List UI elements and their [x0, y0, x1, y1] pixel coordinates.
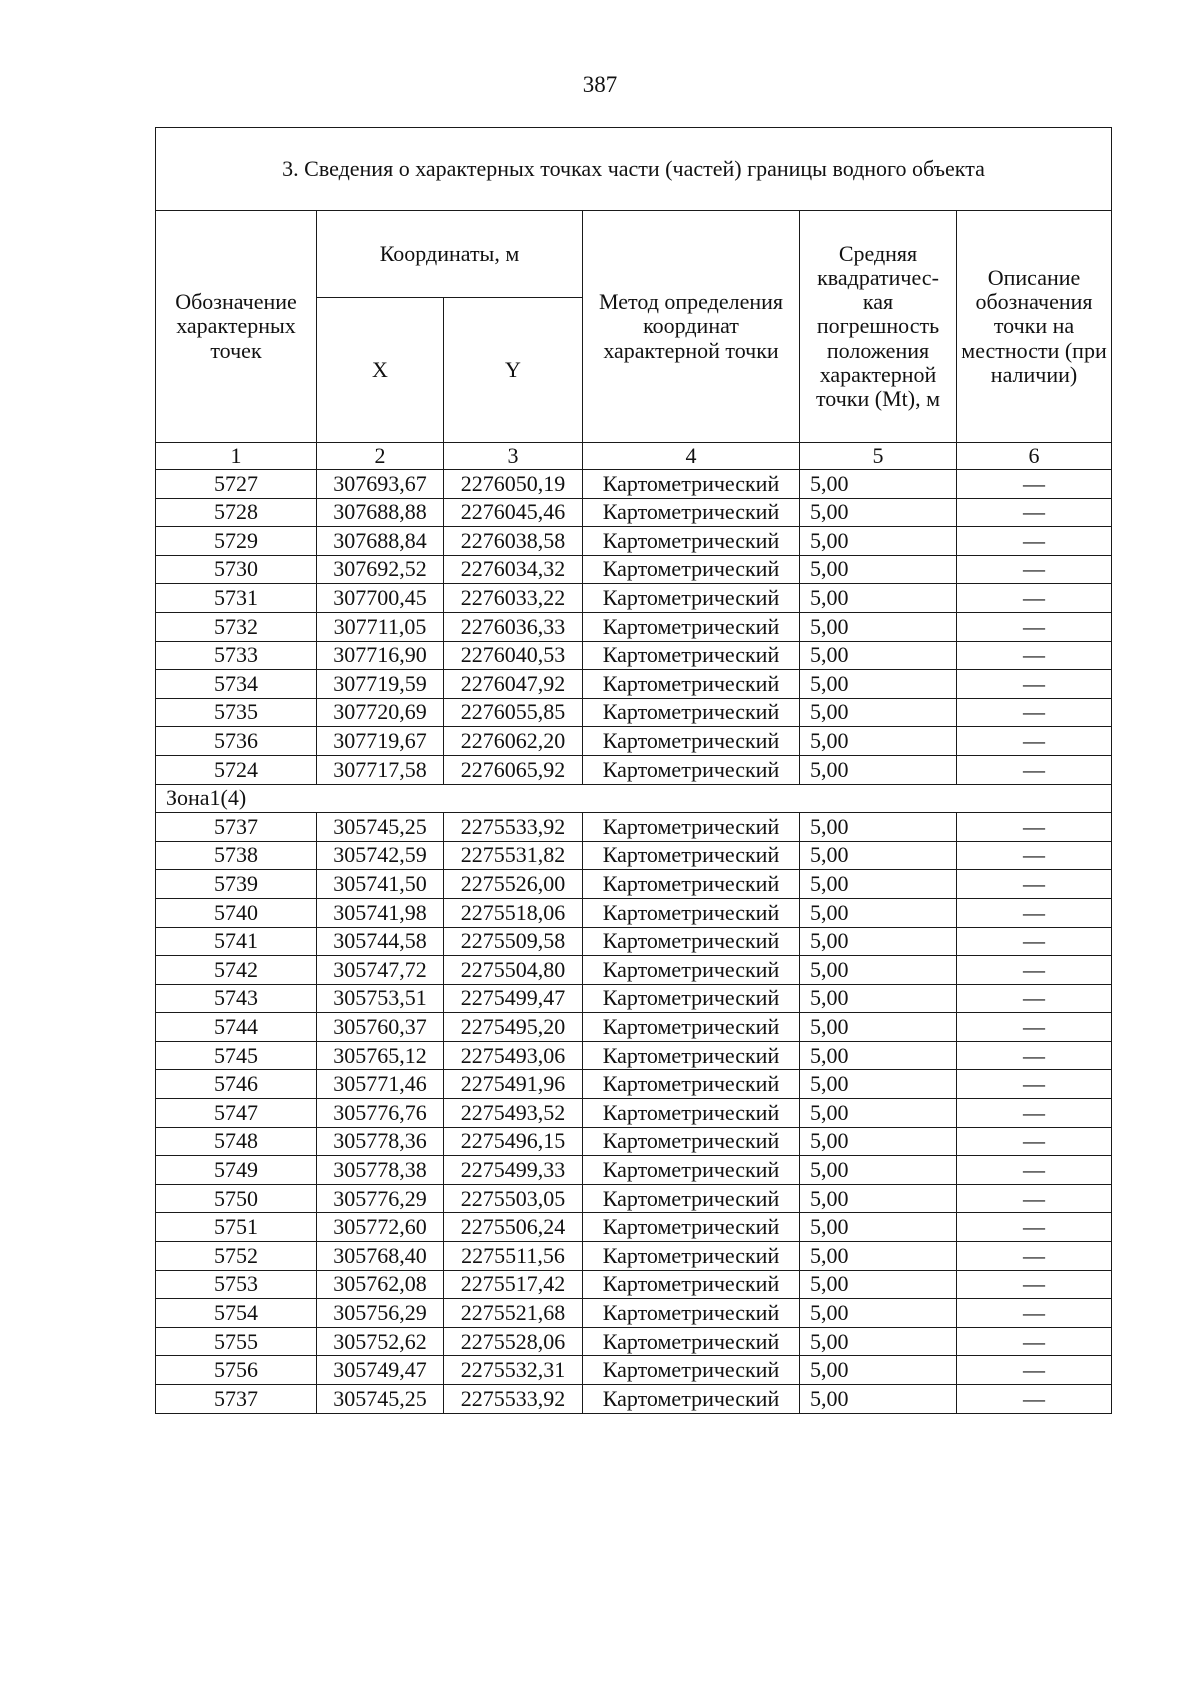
- method: Картометрический: [583, 1070, 800, 1099]
- table-row: [156, 498, 1112, 527]
- description: —: [957, 555, 1112, 584]
- description: —: [957, 1356, 1112, 1385]
- method: Картометрический: [583, 584, 800, 613]
- table-row: [156, 1242, 1112, 1271]
- error-value: 5,00: [800, 1327, 957, 1356]
- method: Картометрический: [583, 727, 800, 756]
- point-id: 5736: [156, 727, 317, 756]
- point-id: 5750: [156, 1184, 317, 1213]
- point-id: 5727: [156, 470, 317, 499]
- method: Картометрический: [583, 1299, 800, 1328]
- table-row: [156, 1299, 1112, 1328]
- description: —: [957, 1184, 1112, 1213]
- coord-x: 307711,05: [317, 612, 444, 641]
- coord-y: 2275495,20: [444, 1013, 583, 1042]
- point-id: 5724: [156, 755, 317, 784]
- coord-x: 305762,08: [317, 1270, 444, 1299]
- error-value: 5,00: [800, 956, 957, 985]
- coord-x: 307716,90: [317, 641, 444, 670]
- header-error: Средняя квадратичес-кая погрешность положения характерной точки (Mt), м: [800, 211, 957, 443]
- coord-y: 2276062,20: [444, 727, 583, 756]
- point-id: 5747: [156, 1099, 317, 1128]
- coord-y: 2275506,24: [444, 1213, 583, 1242]
- description: —: [957, 1070, 1112, 1099]
- method: Картометрический: [583, 1242, 800, 1271]
- method: Картометрический: [583, 1156, 800, 1185]
- column-number: 3: [444, 443, 583, 470]
- coord-x: 305741,50: [317, 870, 444, 899]
- header-y: Y: [444, 298, 583, 443]
- coord-x: 305753,51: [317, 984, 444, 1013]
- table-row: [156, 470, 1112, 499]
- description: —: [957, 641, 1112, 670]
- method: Картометрический: [583, 527, 800, 556]
- coord-x: 307719,67: [317, 727, 444, 756]
- table-row: [156, 927, 1112, 956]
- table-row: [156, 841, 1112, 870]
- description: —: [957, 1099, 1112, 1128]
- point-id: 5741: [156, 927, 317, 956]
- description: —: [957, 498, 1112, 527]
- coord-x: 305778,38: [317, 1156, 444, 1185]
- method: Картометрический: [583, 470, 800, 499]
- coord-y: 2275491,96: [444, 1070, 583, 1099]
- description: —: [957, 1270, 1112, 1299]
- description: —: [957, 813, 1112, 842]
- coord-y: 2275509,58: [444, 927, 583, 956]
- method: Картометрический: [583, 1385, 800, 1414]
- coord-x: 305742,59: [317, 841, 444, 870]
- error-value: 5,00: [800, 1356, 957, 1385]
- error-value: 5,00: [800, 927, 957, 956]
- coord-x: 305749,47: [317, 1356, 444, 1385]
- error-value: 5,00: [800, 1013, 957, 1042]
- description: —: [957, 841, 1112, 870]
- error-value: 5,00: [800, 1099, 957, 1128]
- coord-x: 305772,60: [317, 1213, 444, 1242]
- header-x: X: [317, 298, 444, 443]
- coord-y: 2275533,92: [444, 813, 583, 842]
- header-coordinates: Координаты, м: [317, 211, 583, 298]
- method: Картометрический: [583, 813, 800, 842]
- error-value: 5,00: [800, 1070, 957, 1099]
- error-value: 5,00: [800, 755, 957, 784]
- coord-x: 307720,69: [317, 698, 444, 727]
- table-row: [156, 612, 1112, 641]
- table-title: 3. Сведения о характерных точках части (частей) границы водного объекта: [156, 128, 1112, 211]
- table-row: [156, 1385, 1112, 1414]
- boundary-points-table-container: [155, 127, 1111, 1414]
- description: —: [957, 1327, 1112, 1356]
- table-row: [156, 698, 1112, 727]
- table-row: [156, 870, 1112, 899]
- description: —: [957, 1242, 1112, 1271]
- table-row: [156, 670, 1112, 699]
- point-id: 5740: [156, 898, 317, 927]
- method: Картометрический: [583, 1013, 800, 1042]
- method: Картометрический: [583, 698, 800, 727]
- error-value: 5,00: [800, 641, 957, 670]
- error-value: 5,00: [800, 1385, 957, 1414]
- description: —: [957, 612, 1112, 641]
- coord-x: 305771,46: [317, 1070, 444, 1099]
- point-id: 5731: [156, 584, 317, 613]
- method: Картометрический: [583, 1213, 800, 1242]
- method: Картометрический: [583, 498, 800, 527]
- coord-y: 2275532,31: [444, 1356, 583, 1385]
- description: —: [957, 927, 1112, 956]
- table-row: [156, 584, 1112, 613]
- coord-y: 2275504,80: [444, 956, 583, 985]
- method: Картометрический: [583, 612, 800, 641]
- point-id: 5756: [156, 1356, 317, 1385]
- coord-x: 305744,58: [317, 927, 444, 956]
- coord-x: 305747,72: [317, 956, 444, 985]
- coord-y: 2275531,82: [444, 841, 583, 870]
- point-id: 5729: [156, 527, 317, 556]
- error-value: 5,00: [800, 1041, 957, 1070]
- table-row: [156, 1184, 1112, 1213]
- error-value: 5,00: [800, 470, 957, 499]
- description: —: [957, 527, 1112, 556]
- point-id: 5738: [156, 841, 317, 870]
- table-row: [156, 1070, 1112, 1099]
- coord-x: 305768,40: [317, 1242, 444, 1271]
- coord-x: 307693,67: [317, 470, 444, 499]
- error-value: 5,00: [800, 813, 957, 842]
- table-row: [156, 1156, 1112, 1185]
- zone-label: Зона1(4): [156, 784, 1112, 813]
- coord-y: 2275499,33: [444, 1156, 583, 1185]
- method: Картометрический: [583, 927, 800, 956]
- coord-y: 2276047,92: [444, 670, 583, 699]
- coord-x: 305741,98: [317, 898, 444, 927]
- coord-y: 2275511,56: [444, 1242, 583, 1271]
- column-number: 2: [317, 443, 444, 470]
- coord-x: 305765,12: [317, 1041, 444, 1070]
- column-number: 4: [583, 443, 800, 470]
- coord-y: 2276038,58: [444, 527, 583, 556]
- error-value: 5,00: [800, 670, 957, 699]
- coord-x: 305745,25: [317, 1385, 444, 1414]
- coord-y: 2275493,06: [444, 1041, 583, 1070]
- coord-x: 307717,58: [317, 755, 444, 784]
- description: —: [957, 956, 1112, 985]
- column-numbers-row: [156, 443, 1112, 470]
- column-number: 5: [800, 443, 957, 470]
- table-row: [156, 1041, 1112, 1070]
- table-row: [156, 527, 1112, 556]
- error-value: 5,00: [800, 584, 957, 613]
- table-row: [156, 813, 1112, 842]
- method: Картометрический: [583, 956, 800, 985]
- point-id: 5751: [156, 1213, 317, 1242]
- point-id: 5752: [156, 1242, 317, 1271]
- point-id: 5749: [156, 1156, 317, 1185]
- coord-y: 2275503,05: [444, 1184, 583, 1213]
- description: —: [957, 727, 1112, 756]
- page-number: 387: [582, 72, 618, 97]
- point-group-2: [156, 813, 1112, 1413]
- zone-separator: [156, 784, 1112, 813]
- table-row: [156, 555, 1112, 584]
- description: —: [957, 1213, 1112, 1242]
- description: —: [957, 984, 1112, 1013]
- error-value: 5,00: [800, 1270, 957, 1299]
- coord-y: 2275518,06: [444, 898, 583, 927]
- error-value: 5,00: [800, 1299, 957, 1328]
- error-value: 5,00: [800, 984, 957, 1013]
- header-description: Описание обозначения точки на местности (при наличии): [957, 211, 1112, 443]
- point-id: 5746: [156, 1070, 317, 1099]
- table-row: [156, 1270, 1112, 1299]
- error-value: 5,00: [800, 555, 957, 584]
- method: Картометрический: [583, 1127, 800, 1156]
- coord-y: 2276033,22: [444, 584, 583, 613]
- table-row: [156, 984, 1112, 1013]
- method: Картометрический: [583, 1184, 800, 1213]
- coord-y: 2275493,52: [444, 1099, 583, 1128]
- point-id: 5743: [156, 984, 317, 1013]
- description: —: [957, 870, 1112, 899]
- description: —: [957, 470, 1112, 499]
- table-row: [156, 641, 1112, 670]
- description: —: [957, 1127, 1112, 1156]
- coord-y: 2275496,15: [444, 1127, 583, 1156]
- method: Картометрический: [583, 755, 800, 784]
- point-id: 5733: [156, 641, 317, 670]
- table-row: [156, 956, 1112, 985]
- table-row: [156, 1356, 1112, 1385]
- header-designation: Обозначение характерных точек: [156, 211, 317, 443]
- coord-y: 2275517,42: [444, 1270, 583, 1299]
- coord-x: 305752,62: [317, 1327, 444, 1356]
- coord-x: 305776,29: [317, 1184, 444, 1213]
- description: —: [957, 584, 1112, 613]
- point-id: 5753: [156, 1270, 317, 1299]
- point-id: 5730: [156, 555, 317, 584]
- coord-y: 2275533,92: [444, 1385, 583, 1414]
- point-id: 5739: [156, 870, 317, 899]
- point-id: 5744: [156, 1013, 317, 1042]
- point-id: 5745: [156, 1041, 317, 1070]
- table-row: [156, 755, 1112, 784]
- error-value: 5,00: [800, 898, 957, 927]
- coord-y: 2276040,53: [444, 641, 583, 670]
- table-row: [156, 727, 1112, 756]
- method: Картометрический: [583, 898, 800, 927]
- coord-y: 2276065,92: [444, 755, 583, 784]
- coord-y: 2276045,46: [444, 498, 583, 527]
- method: Картометрический: [583, 1327, 800, 1356]
- method: Картометрический: [583, 641, 800, 670]
- point-id: 5732: [156, 612, 317, 641]
- table-row: [156, 1099, 1112, 1128]
- point-id: 5737: [156, 813, 317, 842]
- error-value: 5,00: [800, 1184, 957, 1213]
- error-value: 5,00: [800, 1213, 957, 1242]
- coord-x: 307688,88: [317, 498, 444, 527]
- error-value: 5,00: [800, 1127, 957, 1156]
- point-id: 5754: [156, 1299, 317, 1328]
- coord-y: 2275528,06: [444, 1327, 583, 1356]
- table-row: [156, 1213, 1112, 1242]
- column-number: 6: [957, 443, 1112, 470]
- column-number: 1: [156, 443, 317, 470]
- error-value: 5,00: [800, 527, 957, 556]
- method: Картометрический: [583, 984, 800, 1013]
- method: Картометрический: [583, 670, 800, 699]
- method: Картометрический: [583, 1270, 800, 1299]
- coord-y: 2275521,68: [444, 1299, 583, 1328]
- coord-y: 2276055,85: [444, 698, 583, 727]
- coord-y: 2275499,47: [444, 984, 583, 1013]
- description: —: [957, 670, 1112, 699]
- description: —: [957, 1385, 1112, 1414]
- point-id: 5728: [156, 498, 317, 527]
- coord-x: 307688,84: [317, 527, 444, 556]
- method: Картометрический: [583, 1356, 800, 1385]
- error-value: 5,00: [800, 1242, 957, 1271]
- error-value: 5,00: [800, 1156, 957, 1185]
- error-value: 5,00: [800, 727, 957, 756]
- error-value: 5,00: [800, 498, 957, 527]
- error-value: 5,00: [800, 698, 957, 727]
- method: Картометрический: [583, 555, 800, 584]
- error-value: 5,00: [800, 870, 957, 899]
- description: —: [957, 1013, 1112, 1042]
- point-id: 5755: [156, 1327, 317, 1356]
- description: —: [957, 755, 1112, 784]
- coord-y: 2276034,32: [444, 555, 583, 584]
- header-method: Метод определения координат характерной точки: [583, 211, 800, 443]
- description: —: [957, 1041, 1112, 1070]
- coord-x: 307692,52: [317, 555, 444, 584]
- coord-y: 2276050,19: [444, 470, 583, 499]
- coord-x: 307719,59: [317, 670, 444, 699]
- point-id: 5742: [156, 956, 317, 985]
- point-group-1: [156, 470, 1112, 785]
- point-id: 5734: [156, 670, 317, 699]
- coord-x: 305776,76: [317, 1099, 444, 1128]
- coord-y: 2275526,00: [444, 870, 583, 899]
- point-id: 5737: [156, 1385, 317, 1414]
- table-row: [156, 898, 1112, 927]
- method: Картометрический: [583, 1041, 800, 1070]
- description: —: [957, 1299, 1112, 1328]
- description: —: [957, 698, 1112, 727]
- error-value: 5,00: [800, 841, 957, 870]
- coord-y: 2276036,33: [444, 612, 583, 641]
- error-value: 5,00: [800, 612, 957, 641]
- point-id: 5748: [156, 1127, 317, 1156]
- method: Картометрический: [583, 841, 800, 870]
- coord-x: 305745,25: [317, 813, 444, 842]
- description: —: [957, 898, 1112, 927]
- method: Картометрический: [583, 870, 800, 899]
- coord-x: 305756,29: [317, 1299, 444, 1328]
- table-row: [156, 1013, 1112, 1042]
- coord-x: 305760,37: [317, 1013, 444, 1042]
- coord-x: 307700,45: [317, 584, 444, 613]
- boundary-points-table: [155, 127, 1112, 1414]
- method: Картометрический: [583, 1099, 800, 1128]
- table-row: [156, 1327, 1112, 1356]
- description: —: [957, 1156, 1112, 1185]
- table-row: [156, 1127, 1112, 1156]
- point-id: 5735: [156, 698, 317, 727]
- coord-x: 305778,36: [317, 1127, 444, 1156]
